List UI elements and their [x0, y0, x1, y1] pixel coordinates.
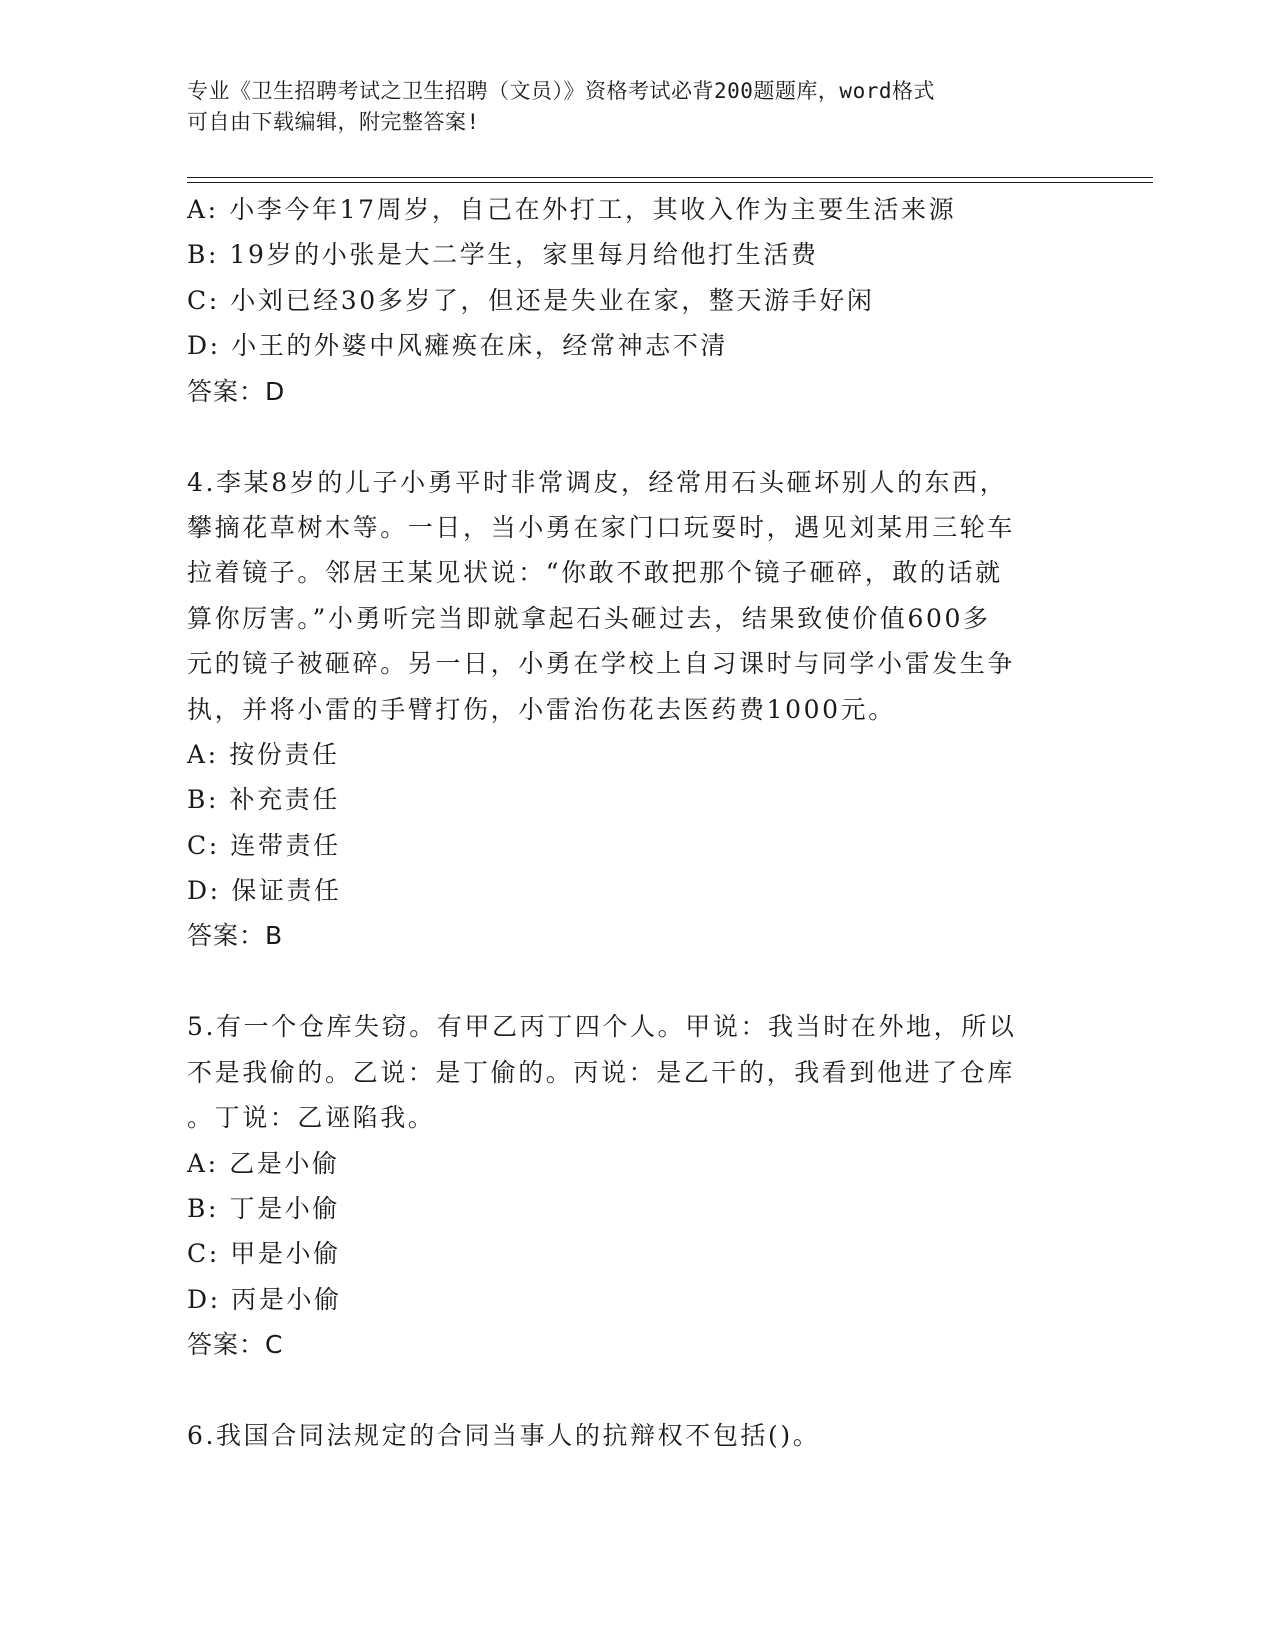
- question-5: [187, 1004, 1067, 1367]
- question-stem-line: 执，并将小雷的手臂打伤，小雷治伤花去医药费1000元。: [187, 694, 896, 724]
- option-b[interactable]: B: 补充责任: [187, 785, 340, 815]
- spacer: [187, 1367, 1067, 1413]
- question-stem-line: 算你厉害。”小勇听完当即就拿起石头砸过去，结果致使价值600多: [187, 603, 991, 633]
- option-b[interactable]: B: 19岁的小张是大二学生，家里每月给他打生活费: [187, 240, 819, 270]
- question-stem-line: 拉着镜子。邻居王某见状说：“你敢不敢把那个镜子砸碎，敢的话就: [187, 558, 1003, 588]
- spacer: [187, 958, 1067, 1004]
- question-stem-line: 6.我国合同法规定的合同当事人的抗辩权不包括()。: [187, 1421, 821, 1451]
- spacer: [187, 414, 1067, 460]
- question-stem-line: 元的镜子被砸碎。另一日，小勇在学校上自习课时与同学小雷发生争: [187, 649, 1016, 679]
- question-6: [187, 1413, 1067, 1458]
- option-d[interactable]: D: 丙是小偷: [187, 1284, 342, 1314]
- answer-label: 答案：D: [187, 376, 286, 406]
- question-list: [187, 187, 1067, 1459]
- option-b[interactable]: B: 丁是小偷: [187, 1194, 340, 1224]
- option-c[interactable]: C: 小刘已经30多岁了，但还是失业在家，整天游手好闲: [187, 285, 875, 315]
- question-stem-line: 不是我偷的。乙说：是丁偷的。丙说：是乙干的，我看到他进了仓库: [187, 1057, 1016, 1087]
- header-divider-top: [187, 177, 1153, 178]
- option-a[interactable]: A: 小李今年17周岁，自己在外打工，其收入作为主要生活来源: [187, 195, 957, 224]
- question-4: [187, 460, 1067, 959]
- question-stem-line: 攀摘花草树木等。一日，当小勇在家门口玩耍时，遇见刘某用三轮车: [187, 512, 1016, 542]
- option-d[interactable]: D: 保证责任: [187, 876, 342, 906]
- option-d[interactable]: D: 小王的外婆中风瘫痪在床，经常神志不清: [187, 331, 729, 361]
- answer-label: 答案：B: [187, 921, 284, 951]
- document-header: [187, 76, 1087, 138]
- question-3: [187, 187, 1067, 414]
- question-stem-line: 5.有一个仓库失窃。有甲乙丙丁四个人。甲说：我当时在外地，所以: [187, 1012, 1017, 1042]
- option-a[interactable]: A: 乙是小偷: [187, 1148, 340, 1178]
- header-line-2: 可自由下载编辑，附完整答案!: [187, 110, 480, 134]
- option-c[interactable]: C: 甲是小偷: [187, 1239, 341, 1269]
- header-line-1: 专业《卫生招聘考试之卫生招聘（文员）》资格考试必背200题题库，word格式: [187, 79, 935, 103]
- option-c[interactable]: C: 连带责任: [187, 830, 341, 860]
- question-stem-line: 4.李某8岁的儿子小勇平时非常调皮，经常用石头砸坏别人的东西，: [187, 467, 1008, 497]
- header-divider-bottom: [187, 182, 1153, 183]
- answer-label: 答案：C: [187, 1330, 284, 1360]
- question-stem-line: 。丁说：乙诬陷我。: [187, 1103, 436, 1133]
- option-a[interactable]: A: 按份责任: [187, 739, 340, 769]
